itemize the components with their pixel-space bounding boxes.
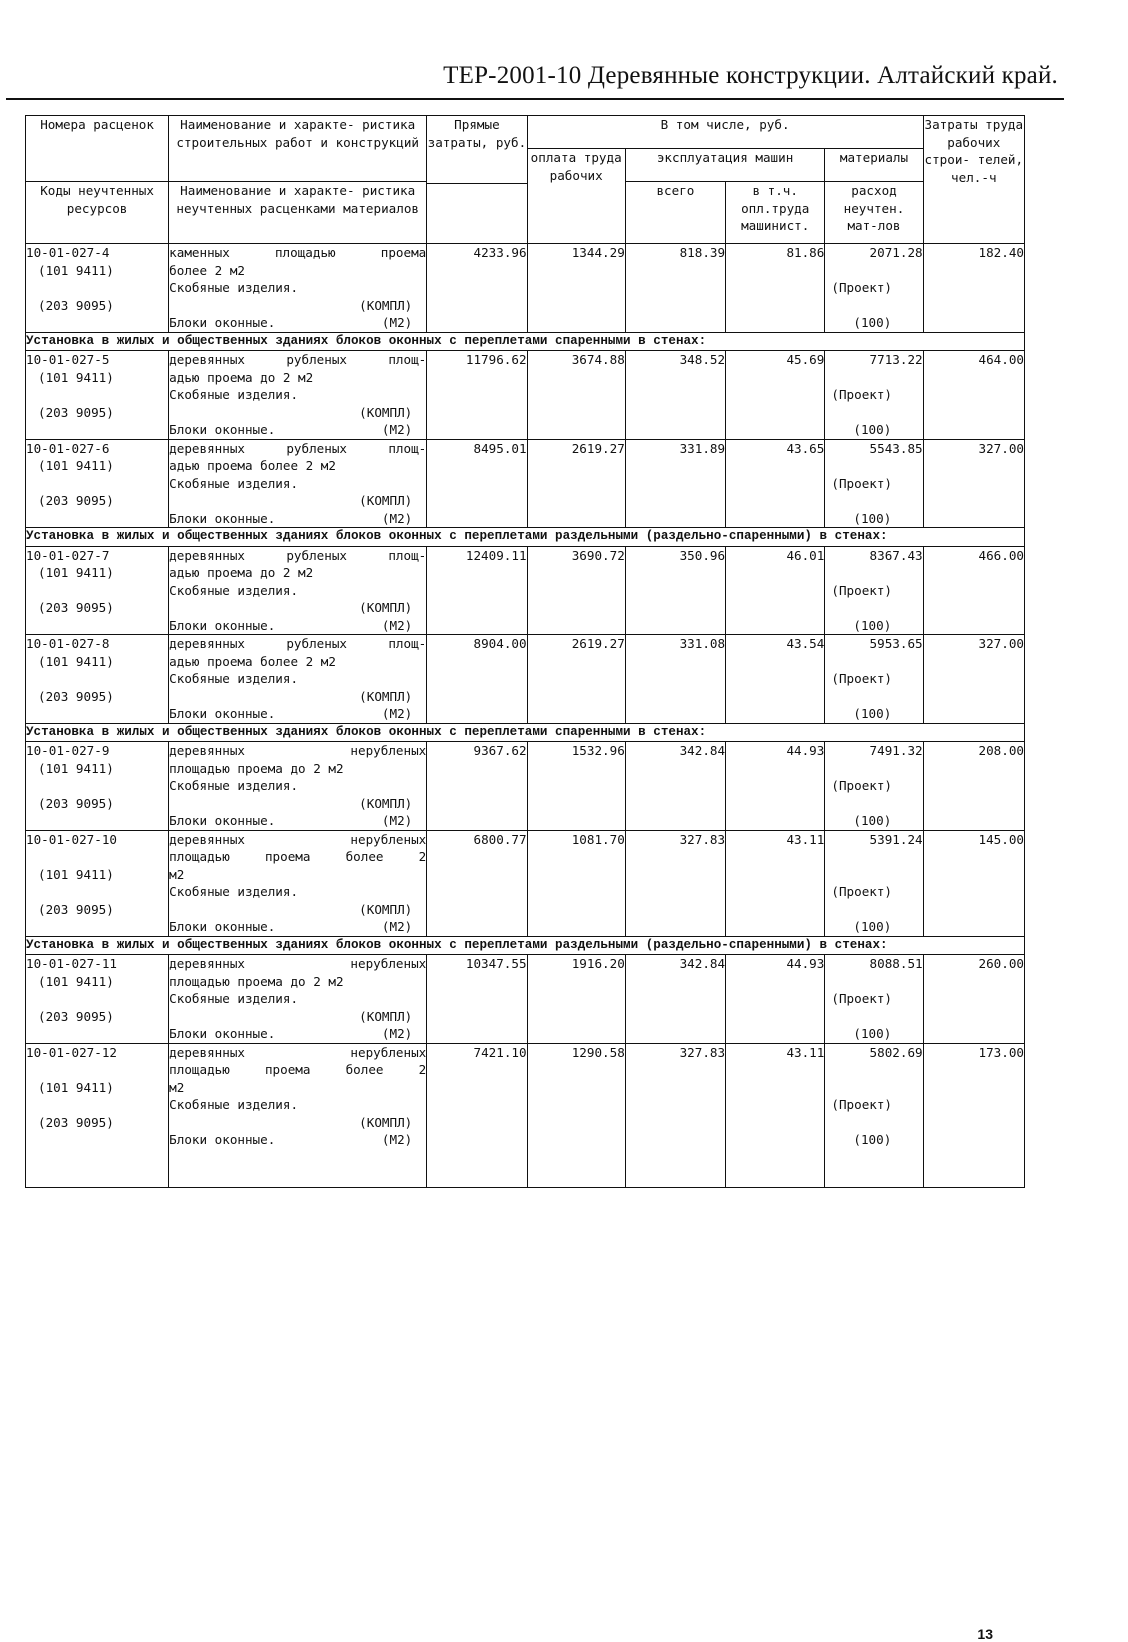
spacer bbox=[825, 973, 922, 991]
section-row bbox=[26, 936, 1025, 955]
spacer bbox=[26, 279, 168, 297]
materials-value: 7491.32 bbox=[869, 743, 923, 758]
direct-cost-value: 12409.11 bbox=[427, 546, 527, 635]
resource-name: Скобяные изделия. bbox=[169, 671, 299, 686]
machines-total-value: 327.83 bbox=[625, 1043, 725, 1187]
machinist-pay-value: 44.93 bbox=[726, 742, 825, 831]
machines-total-value: 331.08 bbox=[625, 635, 725, 724]
table-row bbox=[26, 351, 1025, 440]
materials-cell bbox=[825, 1043, 923, 1187]
spacer bbox=[825, 1114, 922, 1132]
spacer bbox=[26, 848, 168, 866]
resource-unit: (КОМПЛ) bbox=[359, 901, 413, 917]
direct-cost-value: 4233.96 bbox=[427, 244, 527, 333]
spacer bbox=[825, 297, 922, 315]
labor-hours-value: 182.40 bbox=[923, 244, 1024, 333]
resource-code: (101 9411) bbox=[38, 1079, 114, 1095]
resource-code: (203 9095) bbox=[38, 1114, 114, 1130]
resource-unit: (КОМПЛ) bbox=[359, 1008, 413, 1024]
work-name-cell bbox=[169, 742, 427, 831]
work-name-line: деревянных рубленых площ- bbox=[169, 440, 427, 456]
direct-cost-value: 7421.10 bbox=[427, 1043, 527, 1187]
header-rate-numbers: Номера расценок bbox=[26, 116, 169, 182]
labor-hours-value: 464.00 bbox=[923, 351, 1024, 440]
spacer bbox=[825, 653, 922, 671]
material-consumption: (Проект) bbox=[831, 1097, 893, 1112]
table-row bbox=[26, 439, 1025, 528]
spacer bbox=[825, 901, 922, 919]
resource-line bbox=[169, 812, 426, 830]
materials-value: 5543.85 bbox=[869, 440, 923, 456]
material-consumption: (Проект) bbox=[831, 387, 893, 402]
resource-code: (101 9411) bbox=[38, 866, 114, 882]
resource-unit: (КОМПЛ) bbox=[359, 1114, 413, 1130]
resource-unit: (М2) bbox=[381, 706, 413, 721]
resource-name: Блоки оконные. bbox=[169, 510, 276, 526]
material-consumption: (Проект) bbox=[831, 671, 893, 686]
material-consumption: (Проект) bbox=[831, 582, 893, 598]
resource-code: (101 9411) bbox=[38, 458, 114, 473]
work-name-line: площадью проема более 2 bbox=[169, 849, 427, 864]
rate-code-cell bbox=[26, 351, 169, 440]
header-machines-total: всего bbox=[625, 182, 725, 244]
section-heading: Установка в жилых и общественных зданиях блоков оконных с переплетами раздельными (раздельно-спаренными) в стенах: bbox=[26, 936, 1025, 955]
work-name-line: деревянных рубленых площ- bbox=[169, 547, 427, 563]
work-name-line: м2 bbox=[169, 1079, 185, 1095]
machinist-pay-value: 43.54 bbox=[726, 635, 825, 724]
spacer bbox=[825, 369, 922, 387]
resource-code: (203 9095) bbox=[38, 688, 114, 704]
materials-cell bbox=[825, 546, 923, 635]
resource-code: (203 9095) bbox=[38, 795, 114, 811]
resource-code: (101 9411) bbox=[38, 262, 114, 278]
rate-code: 10-01-027-4 bbox=[26, 245, 110, 260]
resource-code: (203 9095) bbox=[38, 901, 114, 917]
materials-cell bbox=[825, 244, 923, 333]
spacer bbox=[825, 262, 922, 280]
table-row bbox=[26, 742, 1025, 831]
material-consumption: (Проект) bbox=[831, 991, 893, 1006]
resource-name: Скобяные изделия. bbox=[169, 778, 299, 793]
header-materials: материалы bbox=[825, 149, 923, 182]
spacer bbox=[825, 848, 922, 866]
resource-name: Блоки оконные. bbox=[169, 1026, 276, 1041]
resource-line bbox=[169, 1025, 426, 1043]
resource-code: (203 9095) bbox=[38, 1008, 114, 1024]
materials-cell bbox=[825, 635, 923, 724]
rate-code: 10-01-027-6 bbox=[26, 440, 110, 456]
rate-code-cell bbox=[26, 244, 169, 333]
work-name-line: более 2 м2 bbox=[169, 262, 245, 278]
work-name-line: адью проема более 2 м2 bbox=[169, 653, 336, 669]
resource-unit: (КОМПЛ) bbox=[359, 297, 413, 313]
work-name-line: деревянных нерубленых bbox=[169, 831, 427, 847]
machines-total-value: 818.39 bbox=[625, 244, 725, 333]
spacer bbox=[825, 688, 922, 706]
work-name-line: деревянных рубленых площ- bbox=[169, 352, 427, 367]
resource-code: (203 9095) bbox=[38, 493, 114, 508]
resource-line bbox=[169, 314, 426, 332]
machines-total-value: 348.52 bbox=[625, 351, 725, 440]
resource-name: Блоки оконные. bbox=[169, 813, 276, 828]
resource-code: (101 9411) bbox=[38, 973, 114, 989]
spacer bbox=[825, 795, 922, 813]
resource-unit: (КОМПЛ) bbox=[359, 493, 413, 508]
labor-hours-value: 260.00 bbox=[923, 955, 1024, 1044]
section-heading: Установка в жилых и общественных зданиях блоков оконных с переплетами спаренными в стенах: bbox=[26, 723, 1025, 742]
header-machinist-pay: в т.ч. опл.труда машинист. bbox=[726, 182, 825, 244]
resource-name: Скобяные изделия. bbox=[169, 1097, 299, 1112]
materials-cell bbox=[825, 742, 923, 831]
resource-name: Блоки оконные. bbox=[169, 315, 276, 330]
worker-pay-value: 3690.72 bbox=[527, 546, 625, 635]
table-row bbox=[26, 635, 1025, 724]
worker-pay-value: 2619.27 bbox=[527, 439, 625, 528]
resource-line bbox=[169, 421, 426, 439]
direct-cost-value: 8495.01 bbox=[427, 439, 527, 528]
table-row bbox=[26, 546, 1025, 635]
materials-cell bbox=[825, 439, 923, 528]
table-row bbox=[26, 1043, 1025, 1187]
section-row bbox=[26, 528, 1025, 547]
resource-name: Скобяные изделия. bbox=[169, 884, 299, 899]
spacer bbox=[825, 1079, 922, 1097]
machines-total-value: 342.84 bbox=[625, 955, 725, 1044]
resource-line bbox=[169, 617, 426, 635]
resource-unit: (КОМПЛ) bbox=[359, 688, 413, 704]
work-name-cell bbox=[169, 439, 427, 528]
resource-line bbox=[169, 705, 426, 723]
direct-cost-value: 8904.00 bbox=[427, 635, 527, 724]
resource-code: (101 9411) bbox=[38, 565, 114, 580]
work-name-cell bbox=[169, 244, 427, 333]
materials-value: 7713.22 bbox=[869, 352, 923, 367]
resource-unit: (М2) bbox=[381, 315, 413, 330]
work-name-line: площадью проема более 2 bbox=[169, 1062, 427, 1077]
work-name-cell bbox=[169, 830, 427, 936]
resource-unit: (М2) bbox=[381, 422, 413, 437]
rate-code: 10-01-027-8 bbox=[26, 636, 110, 651]
direct-cost-value: 9367.62 bbox=[427, 742, 527, 831]
spacer bbox=[825, 457, 922, 475]
section-heading: Установка в жилых и общественных зданиях блоков оконных с переплетами раздельными (раздельно-спаренными) в стенах: bbox=[26, 528, 1025, 547]
rate-code: 10-01-027-9 bbox=[26, 743, 110, 758]
labor-hours-value: 208.00 bbox=[923, 742, 1024, 831]
rate-code: 10-01-027-12 bbox=[26, 1044, 117, 1060]
material-consumption: (100) bbox=[853, 510, 892, 526]
labor-hours-value: 466.00 bbox=[923, 546, 1024, 635]
resource-code: (101 9411) bbox=[38, 369, 114, 385]
work-name-line: деревянных нерубленых bbox=[169, 743, 427, 758]
machinist-pay-value: 43.65 bbox=[726, 439, 825, 528]
rate-code: 10-01-027-7 bbox=[26, 547, 110, 563]
section-heading: Установка в жилых и общественных зданиях блоков оконных с переплетами спаренными в стенах: bbox=[26, 332, 1025, 351]
spacer bbox=[26, 386, 168, 404]
resource-name: Скобяные изделия. bbox=[169, 280, 299, 295]
worker-pay-value: 1081.70 bbox=[527, 830, 625, 936]
spacer bbox=[26, 1061, 168, 1079]
material-consumption: (100) bbox=[853, 706, 892, 721]
direct-cost-value: 11796.62 bbox=[427, 351, 527, 440]
resource-code: (101 9411) bbox=[38, 653, 114, 669]
work-name-cell bbox=[169, 351, 427, 440]
resource-code: (203 9095) bbox=[38, 404, 114, 420]
worker-pay-value: 1532.96 bbox=[527, 742, 625, 831]
work-name-line: площадью проема до 2 м2 bbox=[169, 760, 344, 776]
machines-total-value: 342.84 bbox=[625, 742, 725, 831]
rate-code-cell bbox=[26, 439, 169, 528]
material-consumption: (Проект) bbox=[831, 280, 893, 295]
header-resource-name: Наименование и характе- ристика неучтенных расценками материалов bbox=[169, 182, 427, 244]
title-rule bbox=[6, 98, 1064, 100]
machines-total-value: 350.96 bbox=[625, 546, 725, 635]
work-name-line: адью проема более 2 м2 bbox=[169, 458, 336, 473]
rate-code: 10-01-027-11 bbox=[26, 956, 117, 971]
direct-cost-value: 6800.77 bbox=[427, 830, 527, 936]
spacer bbox=[825, 866, 922, 884]
resource-unit: (М2) bbox=[381, 510, 413, 526]
spacer bbox=[825, 1061, 922, 1079]
worker-pay-value: 3674.88 bbox=[527, 351, 625, 440]
spacer bbox=[26, 670, 168, 688]
spacer bbox=[26, 883, 168, 901]
header-resource-codes: Коды неучтенных ресурсов bbox=[26, 182, 169, 244]
work-name-line: адью проема до 2 м2 bbox=[169, 369, 314, 385]
spacer bbox=[825, 599, 922, 617]
resource-name: Скобяные изделия. bbox=[169, 582, 299, 598]
resource-line bbox=[169, 510, 426, 528]
table-row bbox=[26, 244, 1025, 333]
worker-pay-value: 2619.27 bbox=[527, 635, 625, 724]
resource-name: Скобяные изделия. bbox=[169, 475, 299, 491]
spacer bbox=[825, 760, 922, 778]
header-machine-operation: эксплуатация машин bbox=[625, 149, 825, 182]
direct-cost-value: 10347.55 bbox=[427, 955, 527, 1044]
resource-unit: (М2) bbox=[381, 1132, 413, 1147]
machinist-pay-value: 81.86 bbox=[726, 244, 825, 333]
resource-code: (203 9095) bbox=[38, 297, 114, 313]
material-consumption: (Проект) bbox=[831, 475, 893, 491]
header-material-consumption: расход неучтен. мат-лов bbox=[825, 182, 923, 244]
resource-unit: (М2) bbox=[381, 1026, 413, 1041]
rate-code: 10-01-027-5 bbox=[26, 352, 110, 367]
materials-cell bbox=[825, 830, 923, 936]
spacer bbox=[26, 1096, 168, 1114]
spacer bbox=[26, 990, 168, 1008]
resource-unit: (М2) bbox=[381, 919, 413, 934]
resource-code: (203 9095) bbox=[38, 600, 114, 615]
material-consumption: (100) bbox=[853, 617, 892, 633]
rate-code-cell bbox=[26, 955, 169, 1044]
page-number: 13 bbox=[977, 1626, 993, 1642]
work-name-line: деревянных нерубленых bbox=[169, 1044, 427, 1060]
material-consumption: (Проект) bbox=[831, 884, 893, 899]
machinist-pay-value: 43.11 bbox=[726, 830, 825, 936]
table-row bbox=[26, 830, 1025, 936]
table-row bbox=[26, 955, 1025, 1044]
material-consumption: (100) bbox=[853, 315, 892, 330]
machinist-pay-value: 46.01 bbox=[726, 546, 825, 635]
resource-line bbox=[169, 1131, 426, 1149]
work-name-line: адью проема до 2 м2 bbox=[169, 565, 314, 580]
materials-value: 8088.51 bbox=[869, 956, 923, 971]
labor-hours-value: 145.00 bbox=[923, 830, 1024, 936]
resource-name: Блоки оконные. bbox=[169, 1132, 276, 1147]
work-name-line: м2 bbox=[169, 866, 185, 882]
rate-code-cell bbox=[26, 635, 169, 724]
header-works-name: Наименование и характе- ристика строительных работ и конструкций bbox=[169, 116, 427, 182]
spacer bbox=[825, 492, 922, 510]
rate-code-cell bbox=[26, 742, 169, 831]
labor-hours-value: 327.00 bbox=[923, 635, 1024, 724]
material-consumption: (100) bbox=[853, 1132, 892, 1147]
header-worker-pay: оплата труда рабочих bbox=[527, 149, 625, 244]
work-name-line: площадью проема до 2 м2 bbox=[169, 973, 344, 989]
resource-code: (101 9411) bbox=[38, 760, 114, 776]
work-name-cell bbox=[169, 546, 427, 635]
resource-name: Блоки оконные. bbox=[169, 422, 276, 437]
header-direct-costs: Прямые затраты, руб. bbox=[427, 116, 527, 184]
spacer bbox=[825, 564, 922, 582]
header-labor-costs: Затраты труда рабочих строи- телей, чел.-ч bbox=[923, 116, 1024, 244]
header-including: В том числе, руб. bbox=[527, 116, 923, 149]
machines-total-value: 327.83 bbox=[625, 830, 725, 936]
labor-hours-value: 327.00 bbox=[923, 439, 1024, 528]
material-consumption: (100) bbox=[853, 813, 892, 828]
resource-unit: (М2) bbox=[381, 617, 413, 633]
material-consumption: (100) bbox=[853, 422, 892, 437]
work-name-cell bbox=[169, 1043, 427, 1187]
work-name-cell bbox=[169, 955, 427, 1044]
work-name-line: деревянных рубленых площ- bbox=[169, 636, 427, 651]
resource-line bbox=[169, 918, 426, 936]
resource-unit: (М2) bbox=[381, 813, 413, 828]
worker-pay-value: 1290.58 bbox=[527, 1043, 625, 1187]
rate-code-cell bbox=[26, 830, 169, 936]
material-consumption: (100) bbox=[853, 1026, 892, 1041]
machinist-pay-value: 44.93 bbox=[726, 955, 825, 1044]
resource-name: Блоки оконные. bbox=[169, 919, 276, 934]
resource-unit: (КОМПЛ) bbox=[359, 600, 413, 615]
materials-value: 8367.43 bbox=[869, 547, 923, 563]
section-row bbox=[26, 723, 1025, 742]
resource-unit: (КОМПЛ) bbox=[359, 795, 413, 811]
materials-value: 2071.28 bbox=[869, 245, 923, 260]
materials-value: 5802.69 bbox=[869, 1044, 923, 1060]
spacer bbox=[26, 582, 168, 600]
worker-pay-value: 1916.20 bbox=[527, 955, 625, 1044]
materials-value: 5953.65 bbox=[869, 636, 923, 651]
rate-code-cell bbox=[26, 1043, 169, 1187]
materials-cell bbox=[825, 955, 923, 1044]
spacer bbox=[26, 475, 168, 493]
work-name-line: каменных площадью проема bbox=[169, 245, 427, 260]
work-name-line: деревянных нерубленых bbox=[169, 956, 427, 971]
material-consumption: (Проект) bbox=[831, 778, 893, 793]
spacer bbox=[825, 404, 922, 422]
materials-cell bbox=[825, 351, 923, 440]
resource-name: Блоки оконные. bbox=[169, 706, 276, 721]
labor-hours-value: 173.00 bbox=[923, 1043, 1024, 1187]
spacer bbox=[26, 777, 168, 795]
resource-name: Скобяные изделия. bbox=[169, 387, 299, 402]
machines-total-value: 331.89 bbox=[625, 439, 725, 528]
table-body bbox=[26, 116, 1025, 1188]
machinist-pay-value: 43.11 bbox=[726, 1043, 825, 1187]
material-consumption: (100) bbox=[853, 919, 892, 934]
resource-unit: (КОМПЛ) bbox=[359, 404, 413, 420]
rate-code: 10-01-027-10 bbox=[26, 831, 117, 847]
work-name-cell bbox=[169, 635, 427, 724]
worker-pay-value: 1344.29 bbox=[527, 244, 625, 333]
resource-name: Блоки оконные. bbox=[169, 617, 276, 633]
resource-name: Скобяные изделия. bbox=[169, 991, 299, 1006]
materials-value: 5391.24 bbox=[869, 831, 923, 847]
rates-table bbox=[25, 115, 1025, 1188]
page-title: ТЕР-2001-10 Деревянные конструкции. Алтайский край. bbox=[443, 62, 1058, 89]
rate-code-cell bbox=[26, 546, 169, 635]
section-row bbox=[26, 332, 1025, 351]
machinist-pay-value: 45.69 bbox=[726, 351, 825, 440]
spacer bbox=[825, 1008, 922, 1026]
